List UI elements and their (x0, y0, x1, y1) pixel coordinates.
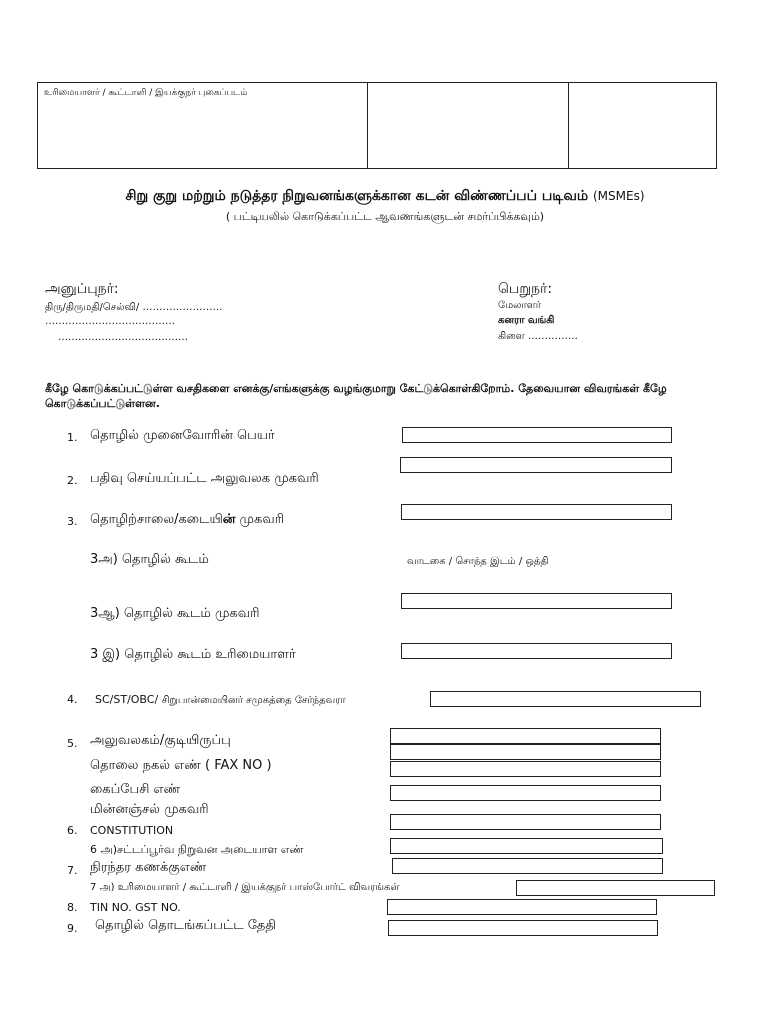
request-paragraph: கீழே கொடுக்கப்பட்டுள்ள வசதிகளை எனக்கு/எங்களுக்கு வழங்குமாறு கேட்டுக்கொள்கிறோம். தேவையான விவரங்கள் கீழே கொடுக்கப்பட்டுள்ளன. (45, 382, 667, 410)
workshop-address-field[interactable] (401, 593, 672, 609)
start-date-field[interactable] (388, 920, 658, 936)
item-4-number: 4. (67, 693, 78, 706)
item-1-number: 1. (67, 431, 78, 444)
item-4-label-part-a: SC/ST/OBC/ (95, 693, 159, 706)
photo-label-cell (38, 83, 368, 168)
item-6-label: CONSTITUTION (90, 824, 174, 837)
tin-gst-field[interactable] (387, 899, 657, 915)
item-4-label (95, 693, 346, 707)
item-9-label: தொழில் தொடங்கப்பட்ட தேதி (95, 918, 277, 933)
passport-details-field[interactable] (516, 880, 715, 896)
entrepreneur-name-field[interactable] (402, 427, 672, 443)
pan-field[interactable] (392, 858, 663, 874)
item-3c-label: 3 இ) தொழில் கூடம் உரிமையாளர் (90, 647, 296, 662)
receiver-line-1: மேலாளர் (498, 300, 541, 311)
item-3b-label: 3ஆ) தொழில் கூடம் முகவரி (90, 606, 260, 621)
sender-heading: அனுப்புநர்: (45, 281, 119, 297)
mobile-field[interactable] (390, 785, 661, 801)
fax-label (90, 758, 272, 774)
item-3-label-part-c: முகவரி (235, 512, 285, 527)
fax-label-text: தொலை நகல் எண் ( FAX NO ) (90, 758, 272, 773)
receiver-bank: கனரா வங்கி (498, 315, 555, 326)
item-3-label-part-b: ன் (222, 512, 236, 527)
mobile-label: கைப்பேசி எண் (90, 782, 181, 797)
item-2-number: 2. (67, 474, 78, 487)
form-title (0, 188, 770, 206)
item-8-label: TIN NO. GST NO. (90, 901, 181, 914)
sender-line-2: ………………………………… (45, 316, 175, 327)
form-title-suffix: (MSMEs) (592, 189, 645, 203)
item-5-label: அலுவலகம்/குடியிருப்பு (90, 733, 231, 748)
photo-cell-1[interactable] (368, 83, 569, 168)
item-3-label-part-a: தொழிற்சாலை/கடையி (90, 512, 223, 527)
item-8-number: 8. (67, 901, 78, 914)
item-7a-label: 7 அ) உரிமையாளர் / கூட்டாளி / இயக்குநர் பாஸ்போர்ட் விவரங்கள் (90, 882, 400, 893)
item-3a-options[interactable]: வாடகை / சொந்த இடம் / ஒத்தி (407, 556, 549, 567)
item-7-label: நிரந்தர கணக்குஎண் (90, 860, 207, 875)
legal-entity-id-field[interactable] (390, 838, 663, 854)
community-field[interactable] (430, 691, 701, 707)
office-residence-field-2[interactable] (390, 744, 661, 760)
item-2-label: பதிவு செய்யப்பட்ட அலுவலக முகவரி (90, 471, 319, 486)
item-1-label: தொழில் முனைவோரின் பெயர் (90, 428, 275, 443)
item-3a-label: 3அ) தொழில் கூடம் (90, 552, 209, 567)
item-7-number: 7. (67, 864, 78, 877)
item-3-label (90, 512, 284, 528)
photo-table (37, 82, 717, 169)
form-subtitle: ( பட்டியலில் கொடுக்கப்பட்ட ஆவணங்களுடன் சமர்ப்பிக்கவும்) (225, 210, 545, 223)
office-residence-field-1[interactable] (390, 728, 661, 744)
item-3-number: 3. (67, 515, 78, 528)
item-4-label-part-b: சிறுபான்மையினர் சமுகத்தை சேர்ந்தவரா (161, 695, 346, 706)
photo-label: உரிமையாளர் / கூட்டாளி / இயக்குநர் புகைப்படம் (44, 88, 248, 98)
item-5-number: 5. (67, 737, 78, 750)
email-label: மின்னஞ்சல் முகவரி (90, 802, 209, 817)
item-9-number: 9. (67, 922, 78, 935)
item-6-number: 6. (67, 824, 78, 837)
email-field[interactable] (390, 814, 661, 830)
workshop-owner-field[interactable] (401, 643, 672, 659)
fax-field[interactable] (390, 761, 661, 777)
sender-line-1: திரு/திருமதி/செல்வி/ …………………… (45, 302, 223, 313)
photo-cell-2[interactable] (569, 83, 716, 168)
registered-office-field-top[interactable] (400, 457, 672, 473)
factory-address-field[interactable] (401, 504, 672, 520)
item-6a-label: 6 அ)சட்டப்பூர்வ நிறுவன அடையாள எண் (90, 843, 304, 856)
receiver-heading: பெறுநர்: (498, 281, 553, 297)
sender-line-3: ………………………………… (58, 332, 188, 343)
receiver-branch: கிளை …………… (498, 331, 578, 342)
form-title-main: சிறு குறு மற்றும் நடுத்தர நிறுவனங்களுக்கான கடன் விண்ணப்பப் படிவம் (125, 188, 589, 204)
